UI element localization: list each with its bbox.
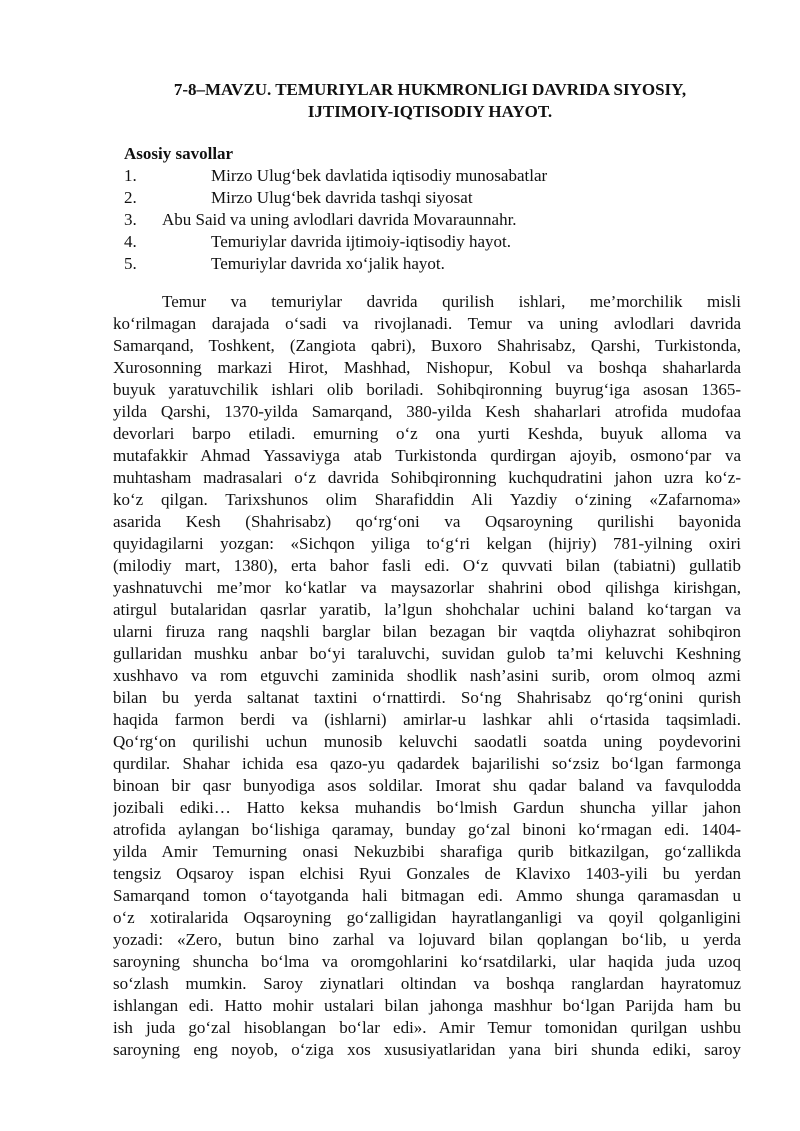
paragraph-line: (milodiy mart, 1380), erta bahor fasli edi. O‘z quvvati bilan (tabiatni) gullatib — [113, 556, 741, 575]
body-paragraph — [113, 291, 741, 1061]
paragraph-line: muhtasham madrasalari o‘z davrida Sohibqironning kuchqudratini jahon uzra ko‘z- — [113, 468, 741, 487]
question-number: 2. — [124, 188, 137, 207]
paragraph-line: qurdilar. Shahar ichida esa qazo-yu qadardek bajarilishi so‘zsiz bo‘lgan farmonga — [113, 754, 741, 773]
question-text: Mirzo Ulug‘bek davrida tashqi siyosat — [211, 188, 473, 207]
paragraph-line: Xurosonning markazi Hirot, Mashhad, Nishopur, Kobul va boshqa shaharlarda — [113, 358, 741, 377]
paragraph-line: mutafakkir Ahmad Yassaviyga atab Turkistonda qurdirgan ajoyib, osmono‘par va — [113, 446, 741, 465]
question-text: Abu Said va uning avlodlari davrida Movaraunnahr. — [162, 210, 517, 229]
questions-heading: Asosiy savollar — [124, 144, 234, 163]
paragraph-line: binoan bir qasr bunyodiga asos soldilar. Imorat shu qadar baland va favqulodda — [113, 776, 741, 795]
paragraph-line: so‘zlash mumkin. Saroy ziynatlari oltindan va boshqa ranglardan hayratomuz — [113, 974, 741, 993]
paragraph-line: bilan bu yerda saltanat taxtini o‘rnattirdi. So‘ng Shahrisabz qo‘rg‘onini qurish — [113, 688, 741, 707]
question-text: Temuriylar davrida xo‘jalik hayot. — [211, 254, 445, 273]
question-number: 5. — [124, 254, 137, 273]
paragraph-line: ko‘z qilgan. Tarixshunos olim Sharafiddin Ali Yazdiy o‘zining «Zafarnoma» — [113, 490, 741, 509]
paragraph-line: saroyning eng noyob, o‘ziga xos xususiyatlaridan yana biri shunda ediki, saroy — [113, 1040, 741, 1059]
paragraph-line: devorlari barpo etiladi. emurning o‘z ona yurti Keshda, buyuk alloma va — [113, 424, 741, 443]
paragraph-line: yashnatuvchi me’mor ko‘katlar va maysazorlar shahrini obod qilishga kirishgan, — [113, 578, 741, 597]
paragraph-line: ish juda go‘zal hisoblangan bo‘lar edi». Amir Temur tomonidan qurilgan ushbu — [113, 1018, 741, 1037]
paragraph-line: saroyning shuncha bo‘lma va oromgohlarini ko‘rsatdilarki, ular haqida juda uzoq — [113, 952, 741, 971]
paragraph-line: jozibali ediki… Hatto keksa muhandis bo‘lmish Gardun shuncha yillar jahon — [113, 798, 741, 817]
paragraph-line: ishlangan edi. Hatto mohir ustalari bilan jahonga mashhur bo‘lgan Parijda ham bu — [113, 996, 741, 1015]
paragraph-line: atirgul butalaridan qasrlar yaratib, la’lgun shohchalar uchini baland ko‘targan va — [113, 600, 741, 619]
paragraph-line: gullaridan mushku anbar bo‘yi taraluvchi, suvidan gulob ta’mi keluvchi Keshning — [113, 644, 741, 663]
paragraph-line: ko‘rilmagan darajada o‘sadi va rivojlanadi. Temur va uning avlodlari davrida — [113, 314, 741, 333]
paragraph-line: ularni firuza rang naqshli barglar bilan bezagan bir vaqtda oliyhazrat sohibqiron — [113, 622, 741, 641]
paragraph-line: Temur va temuriylar davrida qurilish ishlari, me’morchilik misli — [162, 292, 741, 311]
paragraph-line: yilda Amir Temurning onasi Nekuzbibi sharafiga qurib bitkazilgan, go‘zallikda — [113, 842, 741, 861]
question-text: Mirzo Ulug‘bek davlatida iqtisodiy munosabatlar — [211, 166, 548, 185]
paragraph-line: buyuk yaratuvchilik ishlari olib boriladi. Sohibqironning buyrug‘iga asosan 1365- — [113, 380, 741, 399]
paragraph-line: xushhavo va rom etguvchi zaminida shodlik nash’asini surib, orom olmoq azmi — [113, 666, 741, 685]
paragraph-line: asarida Kesh (Shahrisabz) qo‘rg‘oni va Oqsaroyning qurilishi bayonida — [113, 512, 741, 531]
title-line-1: 7-8–MAVZU. TEMURIYLAR HUKMRONLIGI DAVRIDA SIYOSIY, — [173, 80, 687, 99]
question-number: 4. — [124, 232, 137, 251]
paragraph-line: Samarqand, Toshkent, (Zangiota qabri), Buxoro Shahrisabz, Qarshi, Turkistonda, — [113, 336, 741, 355]
paragraph-line: Qo‘rg‘on qurilishi uchun munosib keluvchi saodatli soatda uning poydevorini — [113, 732, 741, 751]
question-text: Temuriylar davrida ijtimoiy-iqtisodiy hayot. — [211, 232, 512, 251]
question-number: 3. — [124, 210, 137, 229]
paragraph-line: yilda Qarshi, 1370-yilda Samarqand, 380-yilda Kesh shaharlari atrofida mudofaa — [113, 402, 741, 421]
title-line-2: IJTIMOIY-IQTISODIY HAYOT. — [307, 102, 553, 121]
paragraph-line: yozadi: «Zero, butun bino zarhal va lojuvard bilan qoplangan bo‘lib, u yerda — [113, 930, 741, 949]
paragraph-line: o‘z xotiralarida Oqsaroyning go‘zalligidan hayratlanganligi va qoyil qolganligini — [113, 908, 741, 927]
paragraph-line: tengsiz Oqsaroy ispan elchisi Ryui Gonzales de Klavixo 1403-yili bu yerdan — [113, 864, 741, 883]
paragraph-line: haqida farmon berdi va (ishlarni) amirlar-u lashkar ahli o‘rtasida taqsimladi. — [113, 710, 741, 729]
paragraph-line: Samarqand tomon o‘tayotganda hali bitmagan edi. Ammo shunga qaramasdan u — [113, 886, 741, 905]
paragraph-line: quyidagilarni yozgan: «Sichqon yiliga to‘g‘ri kelgan (hijriy) 781-yilning oxiri — [113, 534, 741, 553]
paragraph-line: atrofida aylangan bo‘lishiga qaramay, bunday go‘zal binoni ko‘rmagan edi. 1404- — [113, 820, 741, 839]
question-number: 1. — [124, 166, 137, 185]
